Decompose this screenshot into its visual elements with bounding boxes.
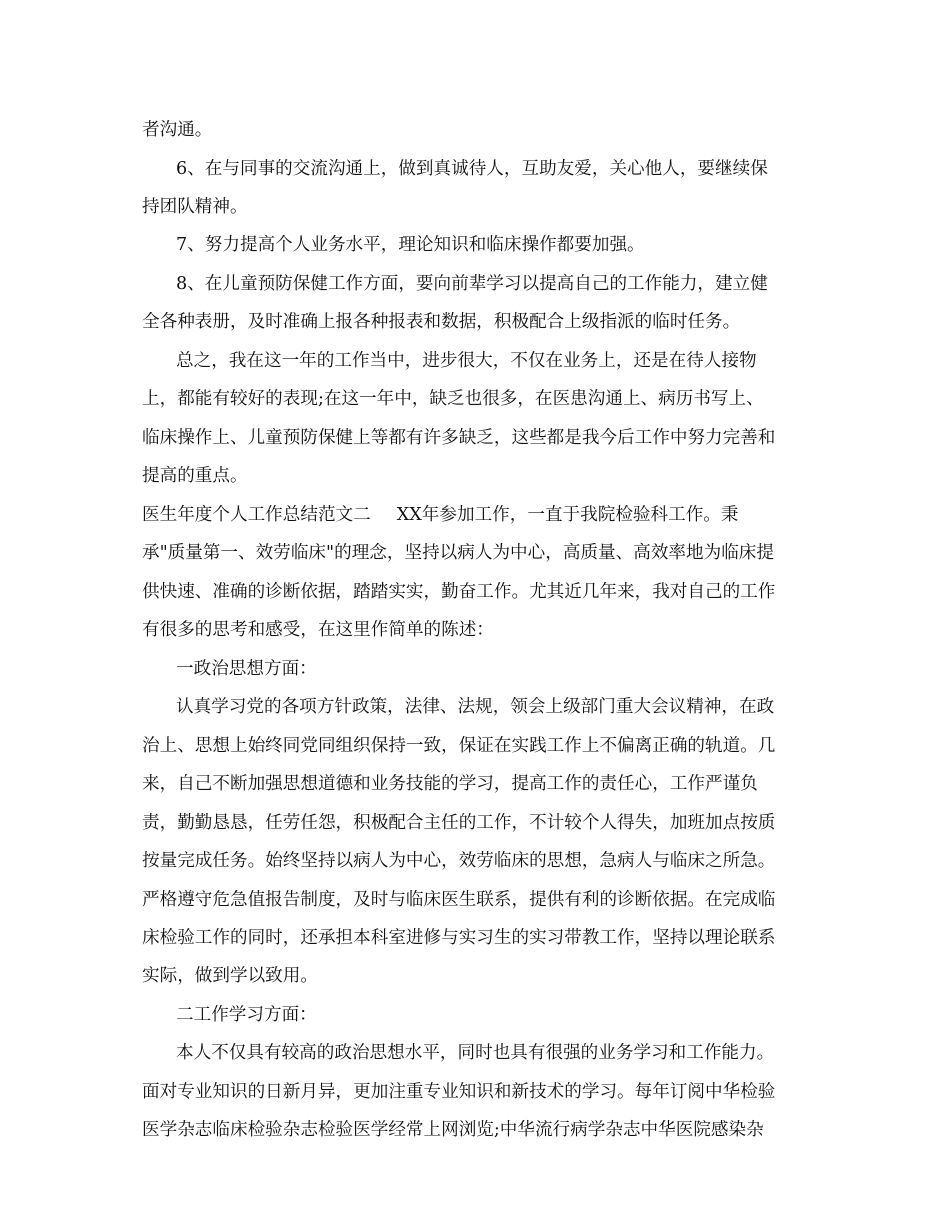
paragraph-line: 全各种表册，及时准确上报各种报表和数据，积极配合上级指派的临时任务。 bbox=[142, 312, 741, 332]
paragraph-line: 实际，做到学以致用。 bbox=[142, 966, 318, 986]
paragraph-line: 承"质量第一、效劳临床"的理念，坚持以病人为中心，高质量、高效率地为临床提 bbox=[142, 543, 774, 563]
heading-line bbox=[142, 505, 738, 525]
paragraph-line: 来，自己不断加强思想道德和业务技能的学习，提高工作的责任心，工作严谨负 bbox=[142, 774, 758, 794]
paragraph-line: 6、在与同事的交流沟通上，做到真诚待人，互助友爱，关心他人，要继续保 bbox=[176, 159, 768, 179]
paragraph-line: 责，勤勤恳恳，任劳任怨，积极配合主任的工作，不计较个人得失，加班加点按质 bbox=[142, 813, 776, 833]
paragraph-line: 7、努力提高个人业务水平，理论知识和临床操作都要加强。 bbox=[176, 235, 645, 255]
paragraph-line: 严格遵守危急值报告制度，及时与临床医生联系，提供有利的诊断依据。在完成临 bbox=[142, 890, 776, 910]
paragraph-line: 治上、思想上始终同党同组织保持一致，保证在实践工作上不偏离正确的轨道。几 bbox=[142, 736, 776, 756]
paragraph-text: XX年参加工作，一直于我院检验科工作。秉 bbox=[396, 505, 739, 525]
paragraph-line: 本人不仅具有较高的政治思想水平，同时也具有很强的业务学习和工作能力。 bbox=[176, 1043, 775, 1063]
article-heading: 医生年度个人工作总结范文二 bbox=[142, 505, 371, 525]
paragraph-line: 面对专业知识的日新月异，更加注重专业知识和新技术的学习。每年订阅中华检验 bbox=[142, 1082, 776, 1102]
paragraph-line: 医学杂志临床检验杂志检验医学经常上网浏览;中华流行病学杂志中华医院感染杂 bbox=[142, 1120, 764, 1140]
paragraph-line: 者沟通。 bbox=[142, 120, 213, 140]
paragraph-line: 提高的重点。 bbox=[142, 466, 248, 486]
paragraph-line: 持团队精神。 bbox=[142, 197, 248, 217]
paragraph-line: 供快速、准确的诊断依据，踏踏实实，勤奋工作。尤其近几年来，我对自己的工作 bbox=[142, 582, 776, 602]
paragraph-line: 按量完成任务。始终坚持以病人为中心，效劳临床的思想，急病人与临床之所急。 bbox=[142, 851, 776, 871]
paragraph-line: 有很多的思考和感受，在这里作简单的陈述： bbox=[142, 620, 494, 640]
section-heading: 二工作学习方面： bbox=[176, 1005, 317, 1025]
paragraph-line: 8、在儿童预防保健工作方面，要向前辈学习以提高自己的工作能力，建立健 bbox=[176, 274, 768, 294]
paragraph-line: 上，都能有较好的表现;在这一年中，缺乏也很多，在医患沟通上、病历书写上、 bbox=[142, 389, 764, 409]
section-heading: 一政治思想方面： bbox=[176, 659, 317, 679]
paragraph-line: 床检验工作的同时，还承担本科室进修与实习生的实习带教工作，坚持以理论联系 bbox=[142, 928, 776, 948]
paragraph-line: 认真学习党的各项方针政策，法律、法规，领会上级部门重大会议精神，在政 bbox=[176, 697, 775, 717]
paragraph-line: 临床操作上、儿童预防保健上等都有许多缺乏，这些都是我今后工作中努力完善和 bbox=[142, 428, 776, 448]
paragraph-line: 总之，我在这一年的工作当中，进步很大，不仅在业务上，还是在待人接物 bbox=[176, 351, 757, 371]
